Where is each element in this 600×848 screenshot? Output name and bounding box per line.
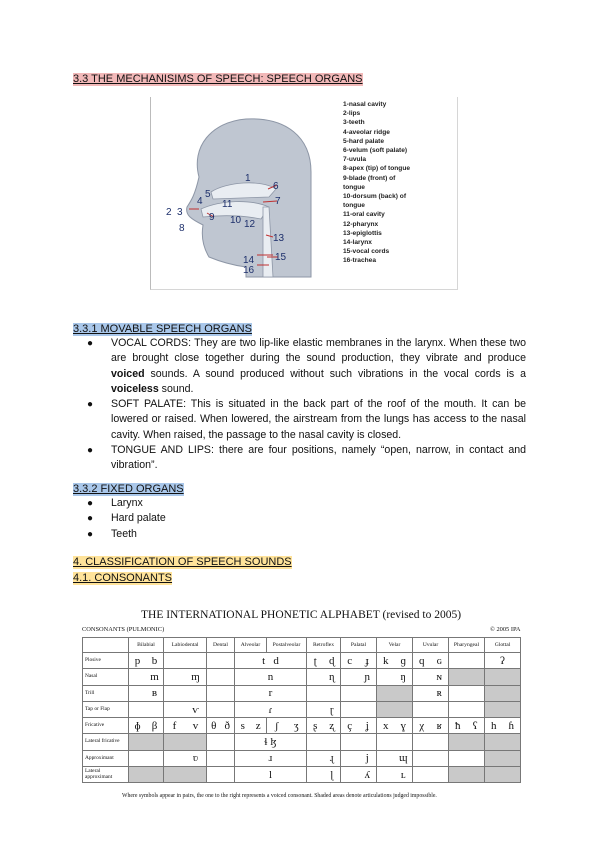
table-row (83, 701, 521, 717)
diagram-number: 15 (275, 252, 287, 263)
vocal-cords-text-2: sounds. A sound produced without such vibrations in the vocal cords is a (144, 367, 526, 380)
table-cell: ʔ (485, 653, 521, 669)
voiced-term: voiced (111, 367, 145, 380)
movable-organs-heading: 3.3.1 MOVABLE SPEECH ORGANS (73, 323, 252, 335)
table-cell: ʎ (341, 767, 377, 783)
legend-item: 4-aveolar ridge (343, 128, 390, 136)
table-cell: ŋ (377, 669, 413, 685)
fixed-organ: Hard palate (111, 512, 166, 525)
row-label: Lateral fricative (83, 734, 129, 750)
vocal-cords-text-3: sound. (158, 382, 194, 395)
table-cell: h ɦ (485, 718, 521, 734)
table-cell: θ ð (207, 718, 235, 734)
table-cell: p b (129, 653, 164, 669)
table-cell (164, 653, 207, 669)
shaded-cell (449, 669, 485, 685)
column-header: Postalveolar (267, 638, 307, 653)
legend-item: 3-teeth (343, 119, 365, 127)
diagram-number: 14 (243, 255, 255, 266)
voiceless-term: voiceless (111, 382, 159, 395)
fixed-organ: Teeth (111, 527, 137, 540)
shaded-cell (485, 669, 521, 685)
table-row (83, 767, 521, 783)
table-cell: ʃ ʒ (267, 718, 307, 734)
table-cell: f v (164, 718, 207, 734)
row-label: Nasal (83, 669, 129, 685)
row-label: Plosive (83, 653, 129, 669)
table-row (83, 750, 521, 766)
section-heading: 3.3 THE MECHANISIMS OF SPEECH: SPEECH ORGANS (73, 73, 363, 85)
column-header: Dental (207, 638, 235, 653)
legend-item: tongue (343, 202, 365, 210)
diagram-number: 16 (243, 265, 255, 276)
table-row (83, 685, 521, 701)
legend-item: 2-lips (343, 110, 361, 118)
corner-cell (83, 638, 129, 653)
table-header-row (83, 638, 521, 653)
shaded-cell (129, 734, 164, 750)
table-cell: ʈ ɖ (307, 653, 341, 669)
column-header: Alveolar (235, 638, 267, 653)
head-illustration (151, 97, 457, 289)
table-cell (207, 685, 235, 701)
fixed-organ: Larynx (111, 497, 143, 509)
column-header: Palatal (341, 638, 377, 653)
diagram-number: 7 (275, 196, 281, 207)
table-cell (413, 767, 449, 783)
legend-item: 16-trachea (343, 257, 376, 265)
table-row (83, 669, 521, 685)
list-item: ● TONGUE AND LIPS: there are four positions, namely “open, narrow, in contact and vibration”. (87, 444, 526, 472)
list-item: ● Larynx (87, 497, 143, 509)
row-label: Fricative (83, 718, 129, 734)
shaded-cell (164, 767, 207, 783)
table-row (83, 718, 521, 734)
column-header: Uvular (413, 638, 449, 653)
shaded-cell (129, 767, 164, 783)
table-cell (207, 653, 235, 669)
legend-item: 15-vocal cords (343, 248, 390, 256)
table-cell: ɸ β (129, 718, 164, 734)
ipa-consonant-table (82, 637, 521, 783)
diagram-number: 8 (179, 223, 185, 234)
row-label: Tap or Flap (83, 701, 129, 717)
table-cell (413, 734, 449, 750)
ipa-footnote: Where symbols appear in pairs, the one to the right represents a voiced consonant. Shaded areas denote articulations judged impossible. (122, 793, 437, 799)
table-cell: ʂ ʐ (307, 718, 341, 734)
shaded-cell (449, 734, 485, 750)
column-header: Retroflex (307, 638, 341, 653)
shaded-cell (449, 767, 485, 783)
ipa-subtitle: CONSONANTS (PULMONIC) (82, 626, 165, 633)
table-cell: χ ʁ (413, 718, 449, 734)
legend-item: 14-larynx (343, 239, 372, 247)
column-header: Velar (377, 638, 413, 653)
diagram-number: 4 (197, 196, 203, 207)
table-cell: m (129, 669, 164, 685)
table-cell: ⱱ (164, 701, 207, 717)
legend-item: 10-dorsum (back) of (343, 193, 407, 201)
speech-organs-diagram (150, 97, 458, 290)
table-cell (449, 685, 485, 701)
movable-organs-list (87, 336, 526, 474)
table-cell: ɽ (307, 701, 341, 717)
table-cell: ɭ (307, 767, 341, 783)
diagram-number: 6 (273, 181, 279, 192)
table-cell (341, 685, 377, 701)
shaded-cell (485, 750, 521, 766)
table-cell: ɴ (413, 669, 449, 685)
row-label: Approximant (83, 750, 129, 766)
table-cell: ɳ (307, 669, 341, 685)
diagram-number: 13 (273, 233, 285, 244)
table-row (83, 653, 521, 669)
list-item: ● Hard palate (87, 512, 166, 525)
table-cell (341, 734, 377, 750)
table-cell: l (235, 767, 307, 783)
shaded-cell (485, 701, 521, 717)
table-cell: ɰ (377, 750, 413, 766)
table-cell (207, 767, 235, 783)
table-cell: ʟ (377, 767, 413, 783)
table-cell: r (235, 685, 307, 701)
fixed-organs-list (87, 496, 391, 542)
table-cell: x ɣ (377, 718, 413, 734)
legend-item: 9-blade (front) of (343, 174, 396, 182)
legend-item: 12-pharynx (343, 220, 379, 228)
ipa-copyright: © 2005 IPA (490, 626, 521, 633)
diagram-number: 5 (205, 189, 211, 200)
diagram-legend (343, 100, 410, 266)
shaded-cell (485, 767, 521, 783)
table-cell (129, 750, 164, 766)
list-item: ● SOFT PALATE: This is situated in the back part of the roof of the mouth. It can be lowered or raised. When lowered, the airstream from the lungs has access to the nasal cavity. When raised, the passage to the nasal cavity is closed. (87, 398, 526, 441)
legend-item: 8-apex (tip) of tongue (343, 165, 411, 173)
table-cell: s z (235, 718, 267, 734)
vocal-cords-text: VOCAL CORDS: They are two lip-like elastic membranes in the larynx. When these two are brought close together during the sound production, they vibrate and produce (111, 337, 526, 365)
table-cell: ħ ʕ (449, 718, 485, 734)
table-cell (449, 750, 485, 766)
classification-heading: 4. CLASSIFICATION OF SPEECH SOUNDS (73, 556, 292, 568)
shaded-cell (377, 685, 413, 701)
column-header: Pharyngeal (449, 638, 485, 653)
legend-item: 7-uvula (343, 156, 367, 164)
table-cell (307, 734, 341, 750)
table-cell (449, 653, 485, 669)
table-cell: n (235, 669, 307, 685)
legend-item: 6-velum (soft palate) (343, 147, 408, 155)
table-cell: ɹ (235, 750, 307, 766)
table-cell (129, 701, 164, 717)
table-cell: q ɢ (413, 653, 449, 669)
table-cell (207, 701, 235, 717)
legend-item: 5-hard palate (343, 137, 385, 145)
table-cell: ʀ (413, 685, 449, 701)
table-cell: k ɡ (377, 653, 413, 669)
table-cell: ɱ (164, 669, 207, 685)
table-cell: ɲ (341, 669, 377, 685)
legend-item: 1-nasal cavity (343, 101, 387, 108)
list-item: ● Teeth (87, 527, 137, 540)
table-cell: j (341, 750, 377, 766)
table-cell (377, 734, 413, 750)
column-header: Glottal (485, 638, 521, 653)
fixed-organs-heading: 3.3.2 FIXED ORGANS (73, 483, 184, 495)
table-cell (164, 685, 207, 701)
table-cell: ɾ (235, 701, 307, 717)
table-cell: ʋ (164, 750, 207, 766)
table-cell: ʙ (129, 685, 164, 701)
diagram-number: 9 (209, 212, 215, 223)
row-label: Lateral approximant (83, 767, 129, 783)
legend-item: 13-epiglottis (343, 229, 382, 237)
table-cell: ç ʝ (341, 718, 377, 734)
column-header: Labiodental (164, 638, 207, 653)
column-header: Bilabial (129, 638, 164, 653)
diagram-number: 2 (166, 207, 172, 218)
legend-item: 11-oral cavity (343, 211, 385, 219)
table-cell (449, 701, 485, 717)
table-cell (413, 750, 449, 766)
table-cell (207, 750, 235, 766)
diagram-number: 11 (222, 199, 233, 210)
legend-item: tongue (343, 183, 365, 191)
table-cell: ɬ ɮ (235, 734, 307, 750)
table-cell: ɻ (307, 750, 341, 766)
list-item: ● VOCAL CORDS: They are two lip-like elastic membranes in the larynx. When these two are brought close together during the sound production, they vibrate and produce voiced sounds. A sound produced without such vibrations in the vocal cords is a voiceless sound. (87, 337, 526, 395)
table-cell (207, 734, 235, 750)
shaded-cell (485, 685, 521, 701)
table-cell (307, 685, 341, 701)
table-cell: t d (235, 653, 307, 669)
shaded-cell (164, 734, 207, 750)
row-label: Trill (83, 685, 129, 701)
diagram-number: 3 (177, 207, 183, 218)
table-cell (413, 701, 449, 717)
ipa-title: THE INTERNATIONAL PHONETIC ALPHABET (revised to 2005) (141, 609, 462, 621)
table-row (83, 734, 521, 750)
tongue-lips-text: TONGUE AND LIPS: there are four positions, namely “open, narrow, in contact and vibration”. (111, 444, 526, 472)
shaded-cell (485, 734, 521, 750)
table-cell (341, 701, 377, 717)
diagram-number: 12 (244, 219, 256, 230)
table-cell (207, 669, 235, 685)
shaded-cell (377, 701, 413, 717)
diagram-number: 1 (245, 173, 251, 184)
soft-palate-text: SOFT PALATE: This is situated in the back part of the roof of the mouth. It can be lowered or raised. When lowered, the airstream from the lungs has access to the nasal cavity. When raised, the passage to the nasal cavity is closed. (111, 398, 526, 441)
consonants-heading: 4.1. CONSONANTS (73, 572, 173, 584)
table-cell: c ɟ (341, 653, 377, 669)
diagram-number: 10 (230, 215, 242, 226)
